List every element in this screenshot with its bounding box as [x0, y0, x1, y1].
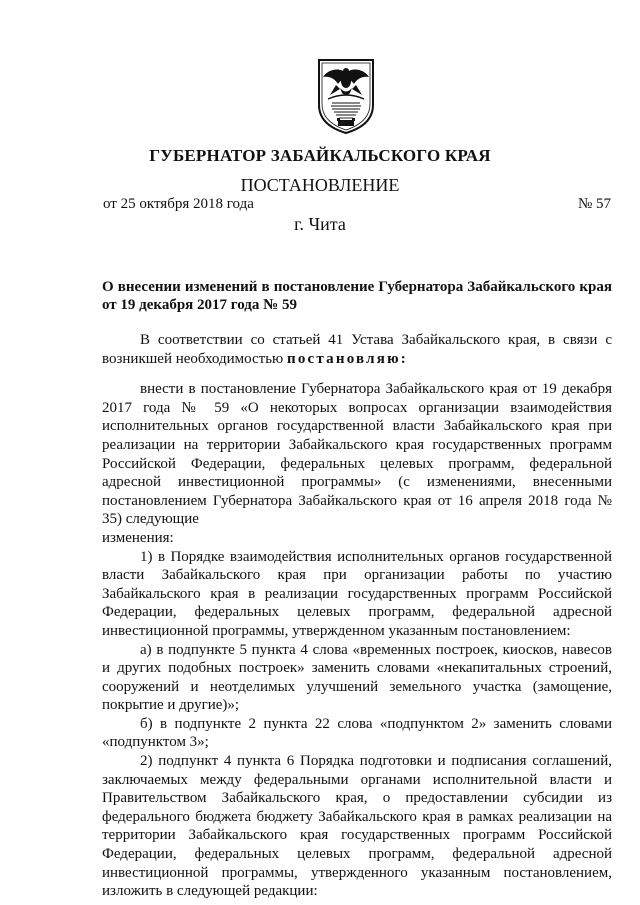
zabaikalsky-coat-of-arms-icon [316, 57, 376, 135]
document-city: г. Чита [294, 214, 346, 234]
main-paragraph-end: изменения: [102, 529, 174, 546]
item-2-paragraph: 2) подпункт 4 пункта 6 Порядка подготовки и подписания соглашений, заключаемых между федеральными органами исполнительной власти и Правительством Забайкальского края, о предоставлении субсидии из федерального бюджета бюджету Забайкальского края в рамках реализации на территории Забайкальского края государственных программ Российской Федерации, федеральных целевых программ, федеральной адресной инвестиционной программы, утвержденного указанным постановлением, изложить в следующей редакции: [102, 753, 612, 900]
preamble-keyword: постановляю: [287, 350, 408, 367]
document-date: от 25 октября 2018 года [103, 196, 254, 212]
preamble-text: В соответствии со статьей 41 Устава Забайкальского края, в связи с возникшей необходимостью [102, 332, 612, 367]
item-1b-paragraph: б) в подпункте 2 пункта 22 слова «подпунктом 2» заменить словами «подпунктом 3»; [102, 715, 612, 751]
item-1a-paragraph: а) в подпункте 5 пункта 4 слова «временных построек, киосков, навесов и других подобных построек» заменить словами «некапитальных строений, сооружений и неотделимых улучшений земельного участка (замощение, покрытие и другие)»; [102, 641, 612, 714]
document-subject: О внесении изменений в постановление Губернатора Забайкальского края от 19 декабря 2017 года № 59 [102, 279, 612, 313]
document-body [102, 331, 612, 901]
document-type: ПОСТАНОВЛЕНИЕ [240, 175, 400, 195]
governor-title: ГУБЕРНАТОР ЗАБАЙКАЛЬСКОГО КРАЯ [149, 146, 491, 165]
item-1-paragraph: 1) в Порядке взаимодействия исполнительных органов государственной власти Забайкальского края при организации работы по участию Забайкальского края в реализации государственных программ Российской Федерации, федеральных целевых программ, федеральной адресной инвестиционной программы, утвержденном указанным постановлением: [102, 548, 612, 639]
document-number: № 57 [577, 196, 611, 212]
main-paragraph: внести в постановление Губернатора Забайкальского края от 19 декабря 2017 года № 59 «О некоторых вопросах организации взаимодействия исполнительных органов государственной власти Забайкальского края при реализации на территории Забайкальского края государственных программ Российской Федерации, федеральных целевых программ, федеральной адресной инвестиционной программы» (с изменениями, внесенными постановлением Губернатора Забайкальского края от 16 апреля 2018 года № 35) следующие [102, 381, 612, 528]
preamble-paragraph [102, 331, 612, 368]
